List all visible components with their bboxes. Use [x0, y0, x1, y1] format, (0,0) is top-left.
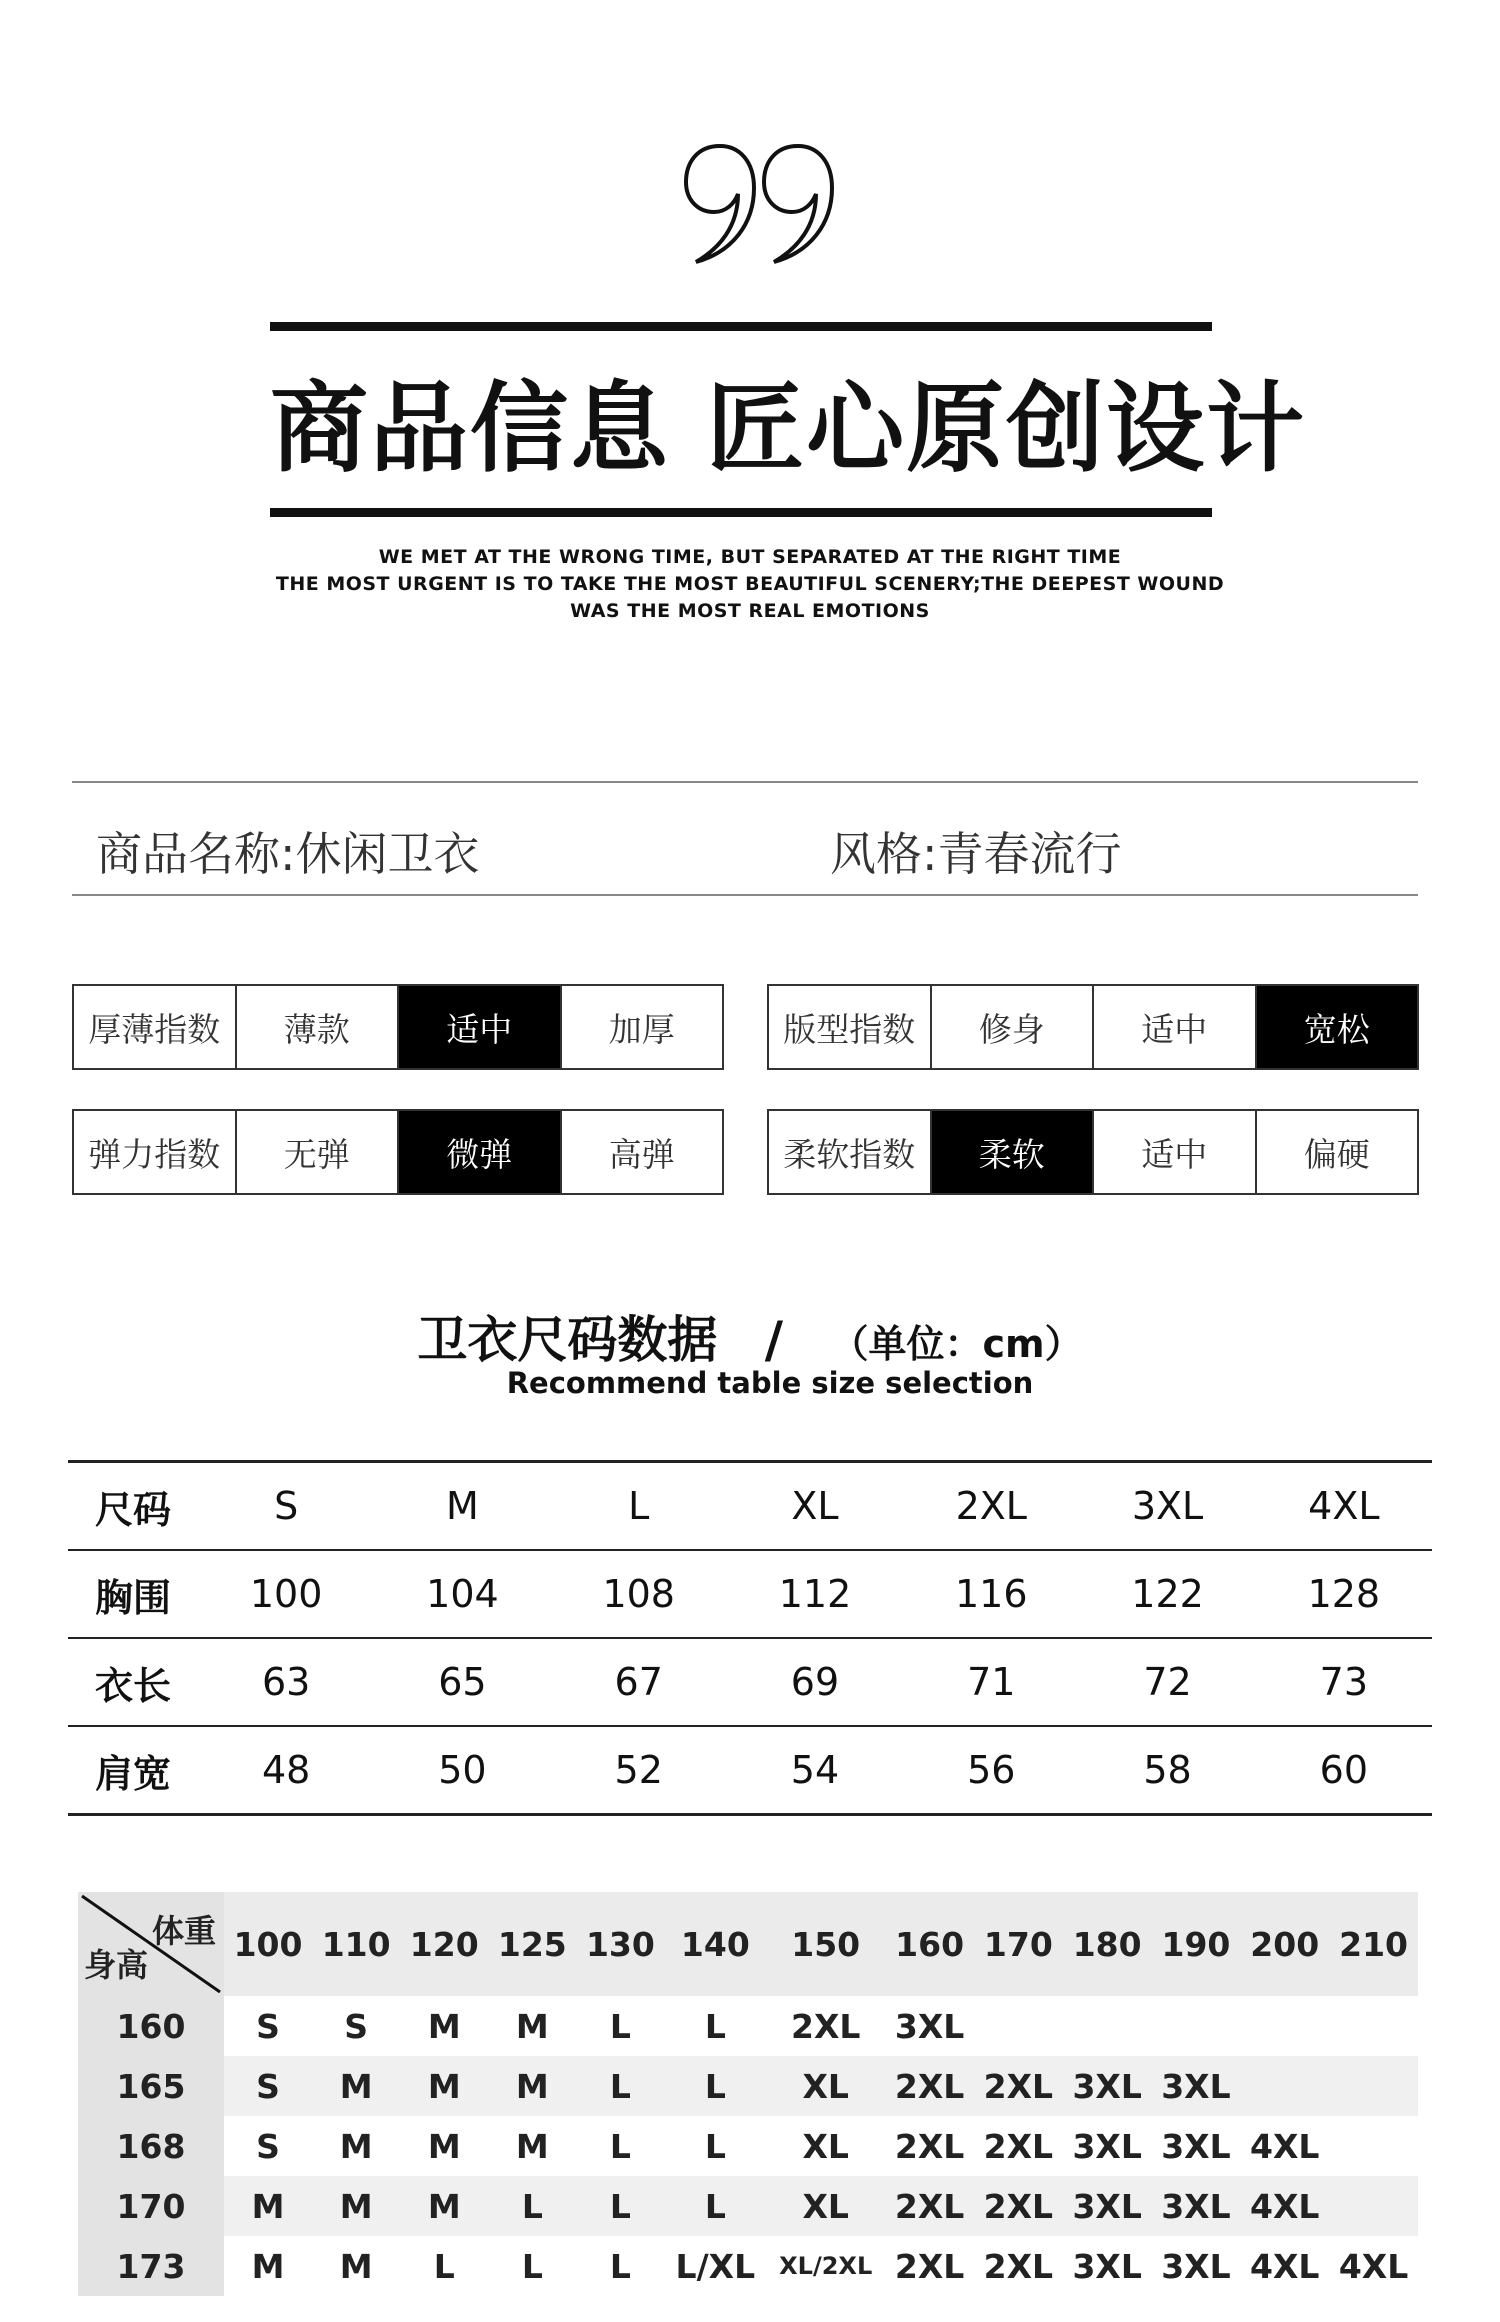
- height-cell: 168: [78, 2116, 224, 2176]
- value-cell: 50: [374, 1726, 550, 1815]
- english-line-3: WAS THE MOST REAL EMOTIONS: [570, 600, 930, 622]
- recommend-table: [78, 1892, 1418, 2296]
- value-cell: 104: [374, 1550, 550, 1638]
- value-cell: 128: [1256, 1550, 1432, 1638]
- weight-header: 160: [885, 1892, 974, 1996]
- size-rec-cell: 3XL: [1152, 2056, 1241, 2116]
- value-cell: 69: [727, 1638, 903, 1726]
- size-rec-cell: S: [344, 2006, 369, 2046]
- size-rec-cell: S: [224, 2056, 312, 2116]
- size-cell: 3XL: [1079, 1462, 1255, 1551]
- size-rec-cell: M: [312, 2056, 400, 2116]
- index-option: 修身: [930, 986, 1093, 1068]
- softness-index: [767, 1109, 1419, 1195]
- size-section-subtitle: Recommend table size selection: [506, 1366, 1034, 1400]
- size-rec-cell: L/XL: [675, 2246, 756, 2286]
- weight-header: 150: [766, 1892, 885, 1996]
- size-rec-cell: [1329, 2176, 1418, 2236]
- size-rec-cell: XL/2XL: [779, 2252, 873, 2280]
- size-rec-cell: M: [312, 2176, 400, 2236]
- weight-header: 170: [974, 1892, 1063, 1996]
- size-rec-cell: 3XL: [1063, 2056, 1152, 2116]
- size-cell: 2XL: [903, 1462, 1079, 1551]
- size-rec-cell: L: [576, 2176, 664, 2236]
- size-rec-cell: S: [256, 2006, 280, 2046]
- index-label: 版型指数: [783, 1009, 916, 1049]
- table-row: [68, 1462, 1432, 1551]
- height-cell: 173: [78, 2236, 224, 2296]
- weight-header: 140: [664, 1892, 766, 1996]
- table-row: [78, 2176, 1418, 2236]
- size-rec-cell: M: [224, 2176, 312, 2236]
- index-option: 偏硬: [1255, 1111, 1418, 1193]
- info-bottom-rule: [72, 894, 1418, 896]
- height-cell: 165: [78, 2056, 224, 2116]
- title-top-rule: [270, 322, 1212, 331]
- size-rec-cell: M: [427, 2126, 461, 2166]
- page-title: 商品信息 匠心原创设计: [270, 372, 1307, 486]
- size-rec-cell: 3XL: [1072, 2126, 1142, 2166]
- value-cell: 54: [727, 1726, 903, 1815]
- value-cell: 63: [198, 1638, 374, 1726]
- size-cell: L: [551, 1462, 727, 1551]
- value-cell: 73: [1256, 1638, 1432, 1726]
- size-rec-cell: 4XL: [1250, 2246, 1320, 2286]
- index-label: 柔软指数: [783, 1134, 916, 1174]
- height-cell: 160: [78, 1996, 224, 2056]
- size-title-slash: /: [764, 1311, 784, 1369]
- table-row: [78, 1996, 1418, 2056]
- size-rec-cell: S: [256, 2126, 280, 2166]
- weight-header: 110: [312, 1892, 400, 1996]
- weight-header: 200: [1240, 1892, 1329, 1996]
- fit-index: [767, 984, 1419, 1070]
- size-rec-cell: L: [609, 2126, 631, 2166]
- weight-header: 190: [1152, 1892, 1241, 1996]
- value-cell: 100: [198, 1550, 374, 1638]
- index-option: 高弹: [560, 1111, 723, 1193]
- table-row: [68, 1550, 1432, 1638]
- table-row: [68, 1726, 1432, 1815]
- value-cell: 108: [551, 1550, 727, 1638]
- size-rec-cell: L: [609, 2246, 631, 2286]
- size-rec-cell: 3XL: [1063, 2176, 1152, 2236]
- size-rec-cell: M: [488, 2056, 576, 2116]
- size-rec-cell: L: [704, 2126, 726, 2166]
- size-rec-cell: 2XL: [894, 2246, 965, 2286]
- index-option-selected: 柔软: [930, 1111, 1093, 1193]
- size-rec-cell: 2XL: [983, 2246, 1054, 2286]
- size-rec-cell: 2XL: [894, 2126, 965, 2166]
- size-rec-cell: L: [433, 2246, 455, 2286]
- english-line-2: THE MOST URGENT IS TO TAKE THE MOST BEAUTIFUL SCENERY;THE DEEPEST WOUND: [275, 573, 1225, 595]
- size-rec-cell: XL: [766, 2176, 885, 2236]
- size-rec-cell: 3XL: [1152, 2176, 1241, 2236]
- row-label: 胸围: [68, 1550, 198, 1638]
- size-section-title: [0, 1300, 1500, 1372]
- size-header-label: 尺码: [68, 1462, 198, 1551]
- weight-header: 130: [576, 1892, 664, 1996]
- weight-header: 100: [224, 1892, 312, 1996]
- size-rec-cell: M: [251, 2246, 285, 2286]
- size-rec-cell: 3XL: [1161, 2246, 1231, 2286]
- value-cell: 116: [903, 1550, 1079, 1638]
- size-cell: XL: [727, 1462, 903, 1551]
- size-table: [68, 1460, 1432, 1816]
- weight-header: 180: [1063, 1892, 1152, 1996]
- corner-cell: [78, 1892, 224, 1996]
- size-cell: 4XL: [1256, 1462, 1432, 1551]
- value-cell: 65: [374, 1638, 550, 1726]
- size-rec-cell: M: [427, 2006, 461, 2046]
- index-option: 适中: [1092, 986, 1255, 1068]
- size-rec-cell: L: [664, 2176, 766, 2236]
- size-rec-cell: L: [576, 2056, 664, 2116]
- size-rec-cell: 3XL: [1161, 2126, 1231, 2166]
- size-rec-cell: [1063, 1996, 1152, 2056]
- index-option-selected: 宽松: [1255, 986, 1418, 1068]
- size-rec-cell: XL: [802, 2126, 849, 2166]
- thickness-index: [72, 984, 724, 1070]
- table-row: [68, 1638, 1432, 1726]
- size-rec-cell: 2XL: [885, 2176, 974, 2236]
- size-rec-cell: [1329, 1996, 1418, 2056]
- size-rec-cell: M: [339, 2246, 373, 2286]
- size-rec-cell: L: [488, 2176, 576, 2236]
- index-option: 加厚: [560, 986, 723, 1068]
- size-rec-cell: 2XL: [983, 2126, 1054, 2166]
- value-cell: 72: [1079, 1638, 1255, 1726]
- value-cell: 60: [1256, 1726, 1432, 1815]
- index-label: 厚薄指数: [88, 1009, 221, 1049]
- corner-height-label: 身高: [84, 1946, 149, 1984]
- row-label: 衣长: [68, 1638, 198, 1726]
- size-rec-cell: [1152, 1996, 1241, 2056]
- table-row: [78, 1892, 1418, 1996]
- value-cell: 71: [903, 1638, 1079, 1726]
- size-rec-cell: M: [339, 2126, 373, 2166]
- size-cell: M: [374, 1462, 550, 1551]
- size-rec-cell: M: [515, 2126, 549, 2166]
- weight-header: 210: [1329, 1892, 1418, 1996]
- size-rec-cell: 2XL: [974, 2176, 1063, 2236]
- table-row: [78, 2116, 1418, 2176]
- weight-header: 125: [488, 1892, 576, 1996]
- size-title-unit: （单位：cm）: [830, 1322, 1083, 1366]
- size-rec-cell: XL: [766, 2056, 885, 2116]
- index-option: 无弹: [235, 1111, 398, 1193]
- size-rec-cell: 4XL: [1338, 2246, 1409, 2286]
- index-label: 弹力指数: [88, 1134, 221, 1174]
- row-label: 肩宽: [68, 1726, 198, 1815]
- size-rec-cell: 4XL: [1250, 2126, 1320, 2166]
- size-rec-cell: [1329, 2056, 1418, 2116]
- index-option: 薄款: [235, 986, 398, 1068]
- size-title-text: 卫衣尺码数据: [417, 1311, 718, 1369]
- size-rec-cell: L: [609, 2006, 631, 2046]
- index-option: 适中: [1092, 1111, 1255, 1193]
- size-rec-cell: [1329, 2116, 1418, 2176]
- size-rec-cell: 3XL: [894, 2006, 965, 2046]
- table-row: [78, 2236, 1418, 2296]
- elasticity-index: [72, 1109, 724, 1195]
- size-rec-cell: 4XL: [1240, 2176, 1329, 2236]
- weight-header: 120: [400, 1892, 488, 1996]
- size-rec-cell: 3XL: [1072, 2246, 1142, 2286]
- size-rec-cell: L: [521, 2246, 543, 2286]
- index-option-selected: 适中: [397, 986, 560, 1068]
- size-rec-cell: [974, 1996, 1063, 2056]
- quote-mark-icon: [680, 140, 840, 270]
- index-option-selected: 微弹: [397, 1111, 560, 1193]
- size-rec-cell: 2XL: [885, 2056, 974, 2116]
- size-rec-cell: L: [664, 2056, 766, 2116]
- product-style: 风格:青春流行: [830, 827, 1122, 881]
- size-rec-cell: M: [515, 2006, 549, 2046]
- size-rec-cell: [1240, 2056, 1329, 2116]
- size-rec-cell: L: [704, 2006, 726, 2046]
- size-rec-cell: M: [400, 2056, 488, 2116]
- size-rec-cell: 2XL: [790, 2006, 861, 2046]
- value-cell: 67: [551, 1638, 727, 1726]
- size-rec-cell: 2XL: [974, 2056, 1063, 2116]
- value-cell: 56: [903, 1726, 1079, 1815]
- table-row: [78, 2056, 1418, 2116]
- value-cell: 52: [551, 1726, 727, 1815]
- height-cell: 170: [78, 2176, 224, 2236]
- title-bottom-rule: [270, 508, 1212, 517]
- size-cell: S: [198, 1462, 374, 1551]
- info-top-rule: [72, 781, 1418, 783]
- value-cell: 122: [1079, 1550, 1255, 1638]
- value-cell: 112: [727, 1550, 903, 1638]
- english-line-1: WE MET AT THE WRONG TIME, BUT SEPARATED AT THE RIGHT TIME: [378, 546, 1122, 568]
- value-cell: 48: [198, 1726, 374, 1815]
- corner-weight-label: 体重: [151, 1912, 216, 1950]
- value-cell: 58: [1079, 1726, 1255, 1815]
- product-name: 商品名称:休闲卫衣: [96, 827, 480, 881]
- size-rec-cell: [1240, 1996, 1329, 2056]
- size-rec-cell: M: [400, 2176, 488, 2236]
